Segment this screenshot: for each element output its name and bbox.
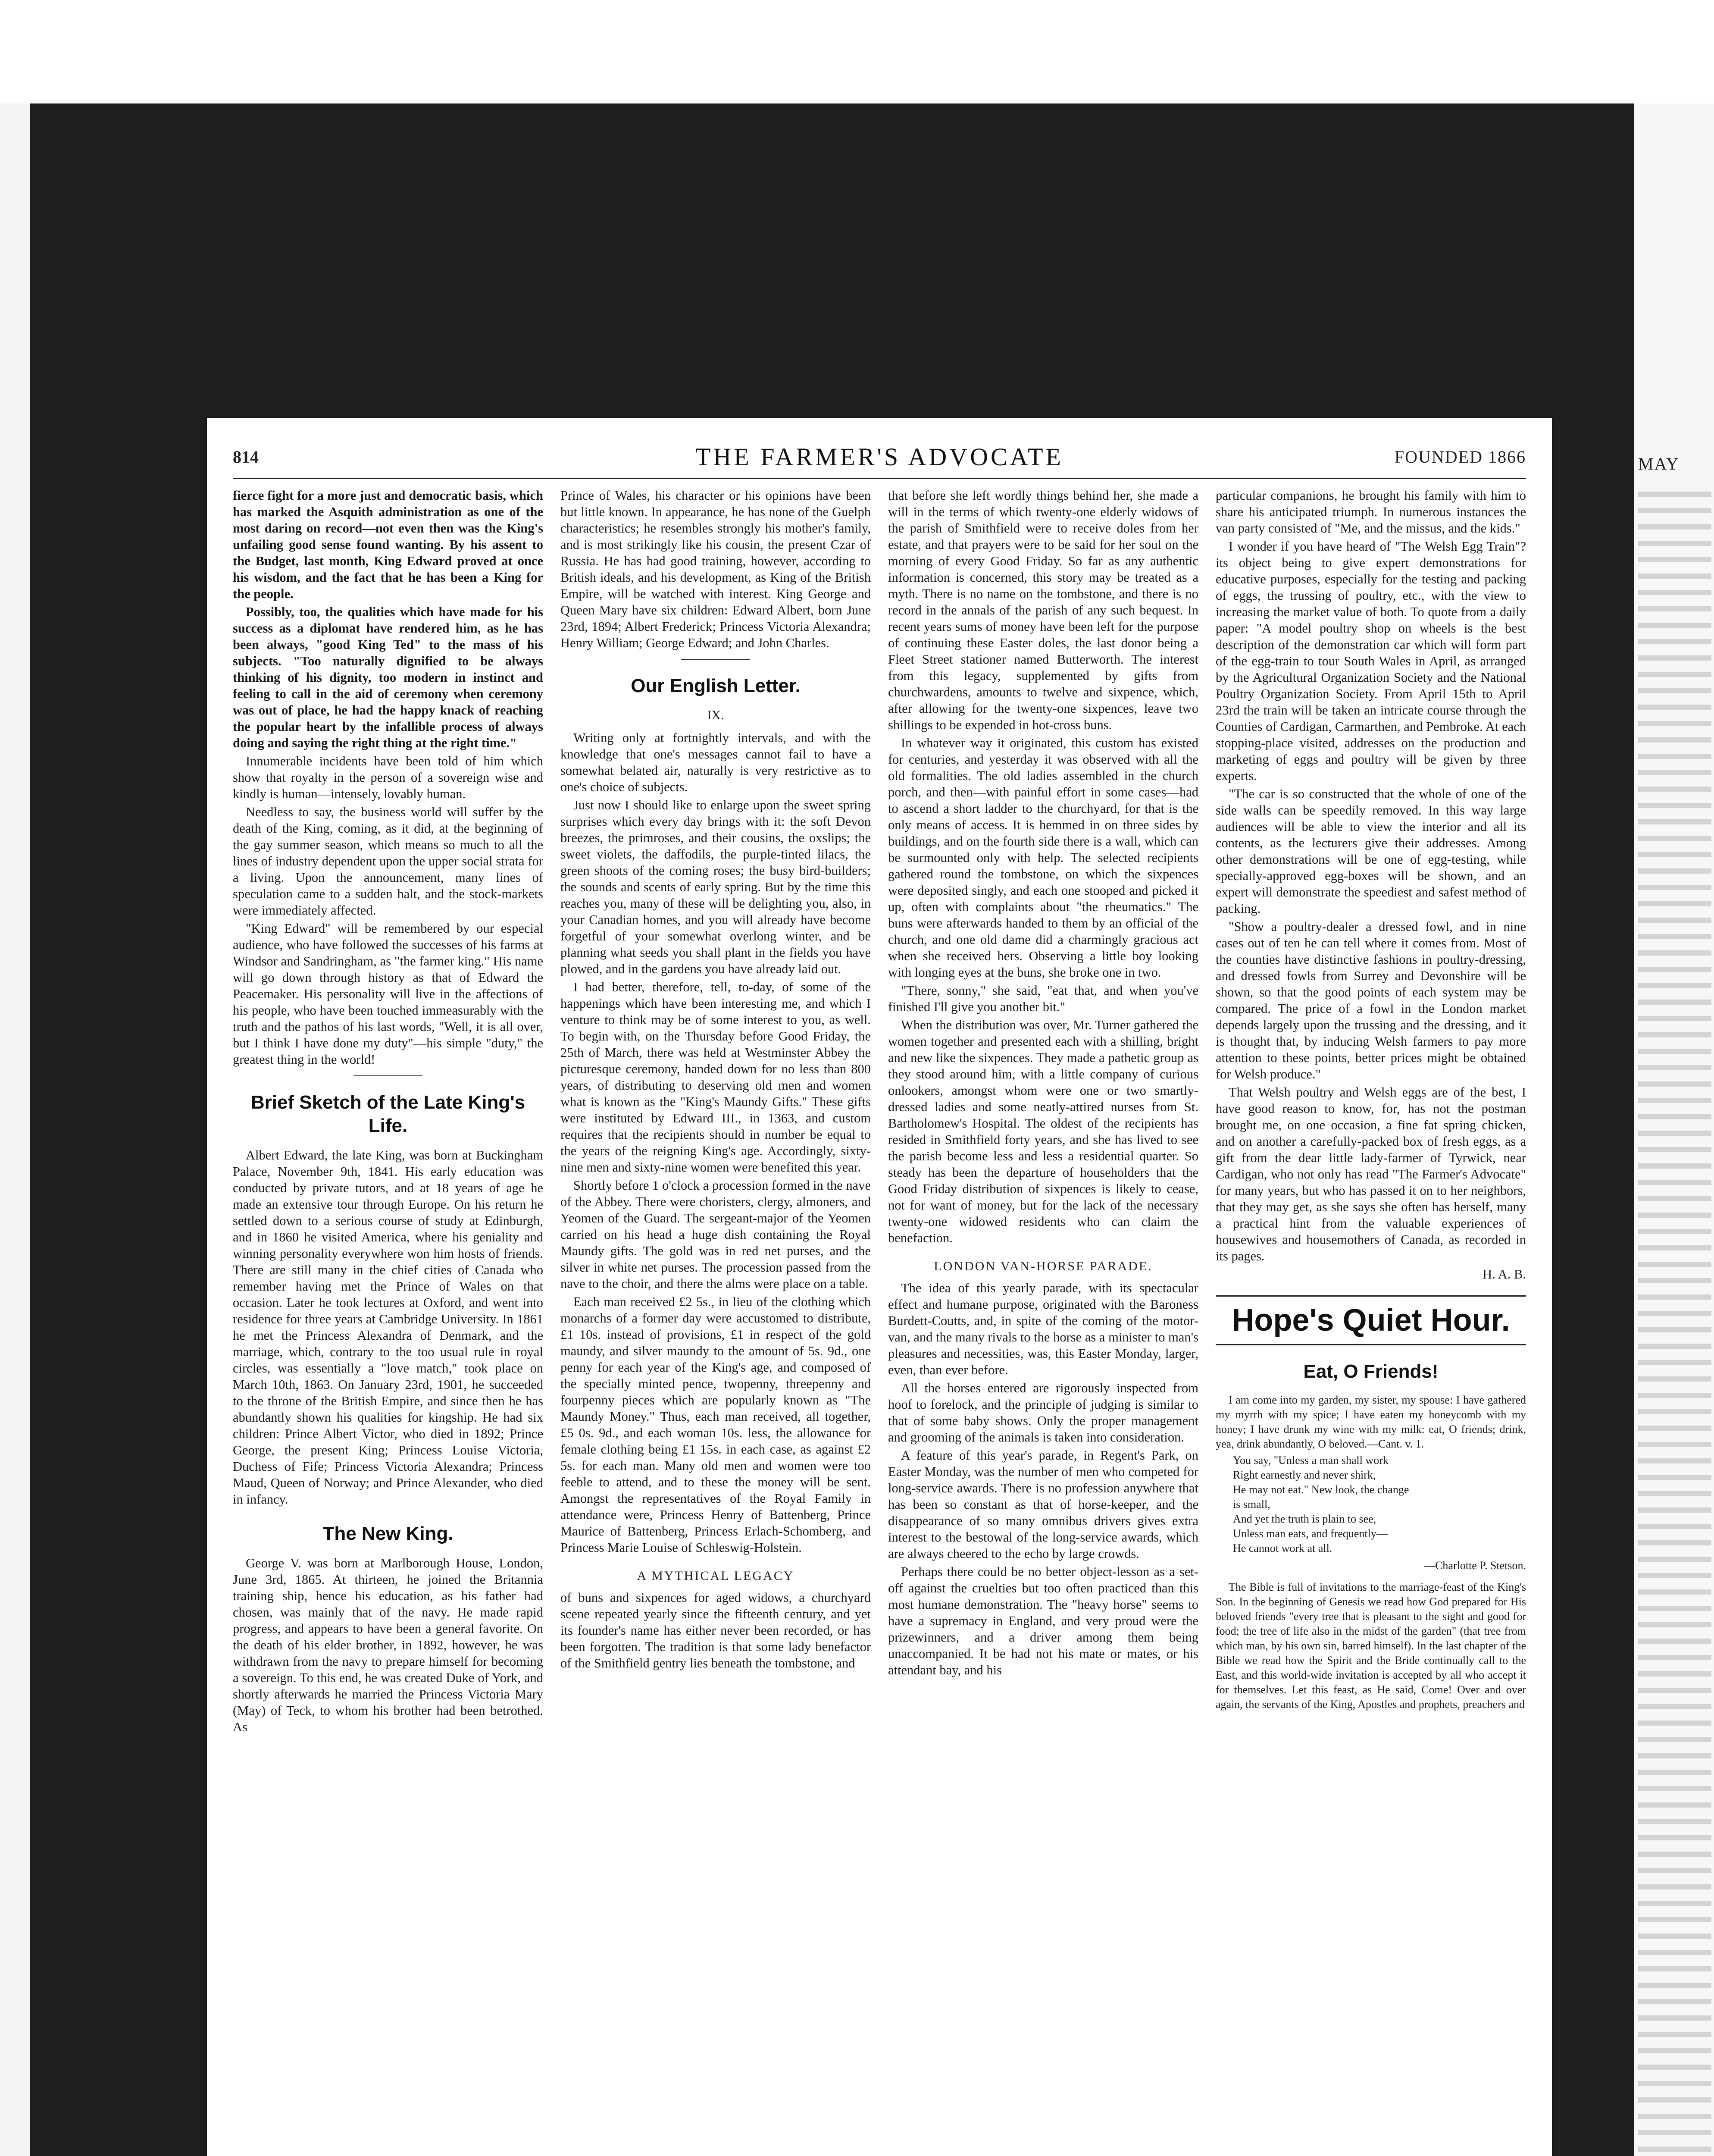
adjacent-page-text-fragments — [1638, 492, 1711, 2156]
paragraph: particular companions, he brought his family with him to share his anticipated triumph. In numerous instances the van party consisted of "Me, and the missus, and the kids." — [1216, 488, 1526, 536]
paragraph: of buns and sixpences for aged widows, a churchyard scene repeated yearly since the fifteenth century, and yet its founder's name has either never been recorded, or has been forgotten. The tradition is that some lady benefactor of the Smithfield gentry lies beneath the tombstone, and — [560, 1590, 871, 1670]
paragraph: Perhaps there could be no better object-lesson as a set-off against the cruelties but too often practiced than this most humane demonstration. The "heavy horse" seems to have a supremacy in England, and very proud were the prizewinners, and a driver among them being unaccompanied. It be had not his mate or mates, or his attendant bay, and his — [888, 1564, 1198, 1677]
newspaper-page — [207, 418, 1552, 2156]
paragraph: "Show a poultry-dealer a dressed fowl, and in nine cases out of ten he can tell where it comes from. Most of the counties have distinctive fashions in poultry-dressing, and dressed fowls from Surrey and Devonshire will be shown, so that the good points of each system may be compared. The price of a fowl in the London market depends largely upon the trussing and the dressing, and it is thought that, by inducing Welsh farmers to pay more attention to these points, better prices might be obtained for Welsh produce." — [1216, 919, 1526, 1081]
paragraph: Shortly before 1 o'clock a procession formed in the nave of the Abbey. There were choristers, clergy, almoners, and Yeomen of the Guard. The sergeant-major of the Yeomen carried on his head a huge dish containing the Royal Maundy gifts. The gold was in red net purses, and the silver in white net purses. The procession passed from the nave to the choir, and there the alms were place on a table. — [560, 1178, 871, 1291]
founded-year: FOUNDED 1866 — [1394, 447, 1526, 467]
poem-line: He may not eat." New look, the change — [1233, 1483, 1409, 1496]
poem-line: He cannot work at all. — [1233, 1542, 1332, 1554]
section-heading: The New King. — [322, 1523, 454, 1544]
header-rule — [233, 478, 1526, 479]
department-heading: Hope's Quiet Hour. — [1216, 1295, 1526, 1345]
poem-attribution: —Charlotte P. Stetson. — [1424, 1559, 1526, 1572]
section-heading: Our English Letter. — [631, 675, 801, 696]
section-divider — [353, 1075, 422, 1076]
paragraph: George V. was born at Marlborough House, London, June 3rd, 1865. At thirteen, he joined the Britannia training ship, hence his education, as his father had chosen, was mainly that of the navy. He made rapid progress, and appears to have been a general favorite. On the death of his elder brother, in 1892, however, he was withdrawn from the navy to prepare himself for becoming a sovereign. To this end, he was created Duke of York, and shortly afterwards he married the Princess Victoria Mary (May) of Teck, to whom his brother had been betrothed. As — [233, 1556, 543, 1734]
paragraph: I wonder if you have heard of "The Welsh Egg Train"? its object being to give expert demonstrations for educative purposes, especially for the testing and packing of eggs, the trussing of poultry, etc., with the view to increasing the market value of both. To quote from a daily paper: "A model poultry shop on wheels is the best description of the demonstration car which will form part of the egg-train to tour South Wales in April, as arranged by the Agricultural Organization Society and the National Poultry Organization Society. From April 15th to April 23rd the train will be taken an intricate course through the Counties of Cardigan, Carmarthen, and Pembroke. At each stopping-place visited, addresses on the production and marketing of eggs and poultry will be given by three experts. — [1216, 539, 1526, 783]
paragraph: Each man received £2 5s., in lieu of the clothing which monarchs of a former day were accustomed to distribute, £1 10s. instead of provisions, £1 in respect of the gold maundy, and silver maundy to the amount of 5s. 9d., one penny for each year of the King's age, and composed of the specially minted pence, twopenny, threepenny and fourpenny pieces which are popularly known as "The Maundy Money." Thus, each man received, all together, £5 0s. 9d., and each woman 10s. less, the allowance for female clothing being £1 15s. in each case, as against £2 5s. for each man. Many old men and women were too feeble to attend, and to these the money will be sent. Amongst the representatives of the Royal Family in attendance were, Princess Henry of Battenberg, Prince Maurice of Battenberg, Princess Erlach-Schomberg, and Princess Marie Louise of Schleswig-Holstein. — [560, 1294, 871, 1555]
scan-border-top — [0, 0, 1714, 103]
paragraph: A feature of this year's parade, in Regent's Park, on Easter Monday, was the number of men who competed for long-service awards. There is no profession anywhere that has been so constant as that of horse-keeper, and the disappearance of so many omnibus drivers gives extra interest to the bestowal of the long-service awards, which are always cheered to the echo by large crowds. — [888, 1448, 1198, 1561]
paragraph: Writing only at fortnightly intervals, and with the knowledge that one's messages cannot fail to have a somewhat belated air, naturally is very restrictive as to one's choice of subjects. — [560, 730, 871, 794]
column-3 — [888, 487, 1198, 2156]
paragraph: Just now I should like to enlarge upon the sweet spring surprises which every day brings with it: the soft Devon breezes, the primroses, and their cousins, the oxslips; the sweet violets, the daffodils, the purple-tinted lilacs, the green shoots of the coming roses; the busy bird-builders; the sounds and scents of early spring. But by the time this reaches you, many of these will be delighting you, also, in your Canadian homes, and you will already have become forgetful of your somewhat overlong winter, and be planning what seeds you shall plant in the fields you have plowed, and in the gardens you have already laid out. — [560, 798, 871, 976]
column-4 — [1216, 487, 1526, 2156]
author-signature: H. A. B. — [1483, 1267, 1526, 1282]
scan-border-left — [0, 103, 30, 2156]
paragraph: Albert Edward, the late King, was born at Buckingham Palace, November 9th, 1841. His early education was conducted by private tutors, and at 18 years of age he made an extensive tour through Europe. On his return he settled down to a serious course of study at Edinburgh, and in 1860 he visited America, where his geniality and winning personality everywhere won him hosts of friends. There are still many in the chief cities of Canada who remember having met the Prince of Wales on that occasion. Later he took lectures at Oxford, and went into residence for three years at Cambridge University. In 1861 he met the Princess Alexandra of Denmark, and the marriage, which, contrary to the too usual rule in royal circles, was essentially a "love match," took place on March 10th, 1863. On January 23rd, 1901, he succeeded to the throne of the British Empire, and since then he has abundantly shown his qualities for kingship. He had six children: Prince Albert Victor, who died in 1892; Prince George, the present King; Princess Louise Victoria, Duchess of Fife; Princess Victoria Alexandra; Princess Maud, Queen of Norway; and Prince Alexander, who died in infancy. — [233, 1148, 543, 1507]
paragraph: The Bible is full of invitations to the marriage-feast of the King's Son. In the beginning of Genesis we read how God prepared for His beloved friends "every tree that is pleasant to the sight and good for food; the tree of life also in the midst of the garden" (that tree from which man, by his own sin, barred himself). In the last chapter of the Bible we read how the Spirit and the Bride continually call to the East, and this world-wide invitation is accepted by all who accept it for themselves. Let this feast, as He said, Come! Over and over again, the servants of the King, Apostles and prophets, preachers and — [1216, 1581, 1526, 1711]
paragraph: Innumerable incidents have been told of him which show that royalty in the person of a sovereign wise and kindly is human—intensely, lovably human. — [233, 754, 543, 801]
scripture-quote: I am come into my garden, my sister, my spouse: I have gathered my myrrh with my spice; I have eaten my honeycomb with my honey; I have drunk my wine with my milk: eat, O friends; drink, yea, drink abundantly, O beloved.—Cant. v. 1. — [1216, 1394, 1526, 1450]
paragraph: that before she left wordly things behind her, she made a will in the terms of which twenty-one elderly widows of the parish of Smithfield were to receive doles from her estate, and that prayers were to be said for her soul on the morning of every Good Friday. So far as any authentic information is concerned, this story may be treated as a myth. There is no name on the tombstone, and there is no record in the annals of the parish of any such bequest. In recent years sums of money have been left for the purpose of continuing these Easter doles, the last donor being a Fleet Street stationer named Butterworth. The interest from this legacy, supplemented by gifts from churchwardens, amounts to twelve and sixpence, which, after allowing for the twenty-one sixpences, leave two shillings to be expended in hot-cross buns. — [888, 488, 1198, 732]
paragraph: "There, sonny," she said, "eat that, and when you've finished I'll give you another bit." — [888, 983, 1198, 1014]
subheading: A MYTHICAL LEGACY — [637, 1569, 794, 1583]
poem-line: Right earnestly and never shirk, — [1233, 1469, 1376, 1481]
paragraph: Prince of Wales, his character or his opinions have been but little known. In appearance, he has none of the Guelph characteristics; he resembles strongly his mother's family, and is most strikingly like his cousin, the present Czar of Russia. He has had good training, however, according to British ideals, and his development, as King of the British Empire, will be watched with interest. King George and Queen Mary have six children: Edward Albert, born June 23rd, 1894; Albert Frederick; Princess Victoria Alexandra; Henry William; George Edward; and John Charles. — [560, 488, 871, 650]
adjacent-page-header: MAY — [1638, 454, 1680, 473]
paragraph: Possibly, too, the qualities which have made for his success as a diplomat have rendered him, as he has been always, "good King Ted" to the mass of his subjects. "Too naturally dignified to be always thinking of his dignity, too modern in instinct and feeling to call in the aid of ceremony when ceremony was out of place, he had the happy knack of reaching the popular heart by the infallible process of always doing and saying the right thing at the right time." — [233, 605, 543, 750]
masthead-title: THE FARMER'S ADVOCATE — [695, 443, 1063, 471]
paragraph: fierce fight for a more just and democratic basis, which has marked the Asquith administration as one of the most daring on record—not even then was the King's unfailing good sense found wanting. By his assent to the Budget, last month, King Edward proved at once his wisdom, and the fact that he has been a King for the people. — [233, 488, 543, 601]
poem — [1216, 1453, 1526, 1556]
column-2 — [560, 487, 871, 2156]
page-header — [233, 442, 1526, 473]
adjacent-page-edge — [1634, 103, 1714, 2156]
column-1 — [233, 487, 543, 2156]
poem-line: You say, "Unless a man shall work — [1233, 1454, 1389, 1467]
section-heading: Eat, O Friends! — [1303, 1361, 1439, 1382]
article-columns — [233, 487, 1526, 2156]
paragraph: That Welsh poultry and Welsh eggs are of the best, I have good reason to know, for, has not the postman brought me, on one occasion, a fine fat spring chicken, and on another a carefully-packed box of fresh eggs, as a gift from the dear little lady-farmer of Tyrwick, near Cardigan, who not only has read "The Farmer's Advocate" for many years, but who has passed it on to her neighbors, that they may get, as she says she often has herself, many a practical hint from the valuable experiences of housewives and housemothers of Canada, as recorded in its pages. — [1216, 1085, 1526, 1263]
letter-number: IX. — [707, 708, 724, 722]
poem-line: is small, — [1233, 1498, 1270, 1510]
section-divider — [681, 659, 750, 660]
paragraph: The idea of this yearly parade, with its spectacular effect and humane purpose, originated with the Baroness Burdett-Coutts, and, in spite of the coming of the motor-van, and the many rivals to the horse as a minister to man's pleasures and necessities, was, this Easter Monday, larger, even, than ever before. — [888, 1281, 1198, 1377]
paragraph: In whatever way it originated, this custom has existed for centuries, and yesterday it was observed with all the old formalities. The old ladies assembled in the church porch, and then—with painful effort in some cases—had to ascend a short ladder to the churchyard, for that is the only means of access. It is hemmed in on three sides by buildings, and on the fourth side there is a wall, which can be surmounted only with help. The selected recipients gathered round the tombstone, on which the sixpences were deposited singly, and each one stooped and picked it up, often with complaints about "the rheumatics." The buns were afterwards handed to them by an official of the church, and one old dame did a charmingly gracious act when she received hers. Observing a little boy looking with longing eyes at the buns, she broke one in two. — [888, 736, 1198, 980]
paragraph: When the distribution was over, Mr. Turner gathered the women together and presented each with a shilling, bright and new like the sixpences. They made a pathetic group as they stood around him, with a little company of curious onlookers, amongst whom were one or two smartly-dressed ladies and some neatly-attired nurses from St. Bartholomew's Hospital. The oldest of the recipients has resided in Smithfield forty years, and she has lived to see the parish become less and less a residential quarter. So steady has been the departure of householders that the Good Friday distribution of sixpences is likely to cease, not for want of money, but for the lack of the necessary twenty-one widowed residents who can claim the benefaction. — [888, 1018, 1198, 1245]
section-heading: Brief Sketch of the Late King's Life. — [250, 1092, 525, 1136]
subheading: LONDON VAN-HORSE PARADE. — [934, 1259, 1153, 1273]
paragraph: "The car is so constructed that the whole of one of the side walls can be speedily removed. In this way large audiences will be able to view the interior and all its contents, as the lecturers give their addresses. Among other demonstrations will be one of egg-testing, while specially-approved egg-boxes will be shown, and an expert will demonstrate the speediest and safest method of packing. — [1216, 787, 1526, 916]
paragraph: Needless to say, the business world will suffer by the death of the King, coming, as it did, at the beginning of the gay summer season, which means so much to all the lines of industry dependent upon the upper social strata for a living. Upon the announcement, many lines of speculation came to a sudden halt, and the stock-markets were immediately affected. — [233, 805, 543, 918]
page-number: 814 — [233, 447, 259, 467]
paragraph: All the horses entered are rigorously inspected from hoof to forelock, and the principle of judging is similar to that of some baby shows. Only the proper management and grooming of the animals is taken into consideration. — [888, 1381, 1198, 1445]
poem-line: Unless man eats, and frequently— — [1233, 1527, 1388, 1540]
poem-line: And yet the truth is plain to see, — [1233, 1513, 1376, 1525]
paragraph: I had better, therefore, tell, to-day, of some of the happenings which have been interesting me, and which I venture to think may be of some interest to you, as well. To begin with, on the Thursday before Good Friday, the 25th of March, there was held at Westminster Abbey the picturesque ceremony, handed down for no less than 800 years, of distributing to deserving old men and women what is known as the "King's Maundy Gifts." These gifts were instituted by Edward III., in 1363, and custom requires that the recipients should in number be equal to the years of the reigning King's age. Accordingly, sixty-nine men and sixty-nine women were benefited this year. — [560, 980, 871, 1175]
paragraph: "King Edward" will be remembered by our especial audience, who have followed the successes of his farms at Windsor and Sandringham, as "the farmer king." His name will go down through history as that of Edward the Peacemaker. His personality will live in the affections of his people, who have been touched immeasurably with the truth and the pathos of his last words, "Well, it is all over, but I think I have done my duty"—his simple "duty," the greatest thing in the world! — [233, 921, 543, 1067]
